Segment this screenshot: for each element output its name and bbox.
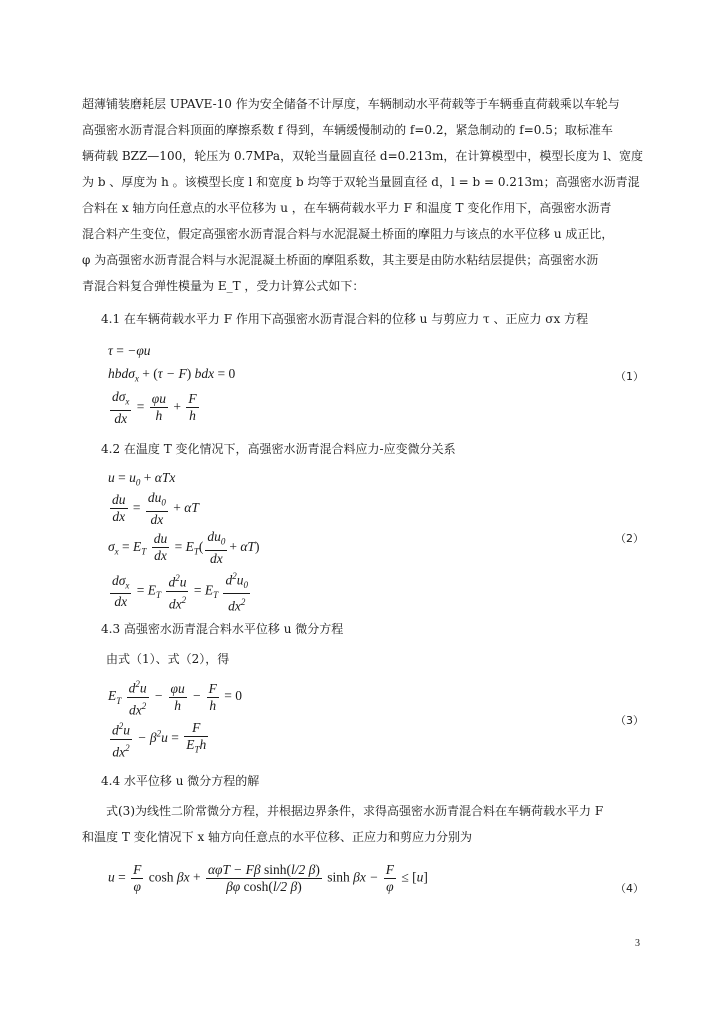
equation-number-4: （4） [615,882,644,895]
text-line: 青混合料复合弹性模量为 E_T ，受力计算公式如下： [82,279,365,293]
equation-2c: $\sigma_x = E_T$ $\frac{du}{dx}$ = $E_T$( $\frac{du_0}{dx}$ + αT) [108,529,260,566]
equation-3a: $E_T$ $\frac{d^2u}{dx^2}$ − $\frac{\varphi u}{h}$ − $\frac{F}{h}$ = 0 [108,676,242,718]
text-line: 合料在 x 轴方向任意点的水平位移为 u ，在车辆荷载水平力 F 和温度 T 变化作用下，高强密水沥青 [82,201,612,215]
equation-2b: $\frac{du}{dx}$ = $\frac{du_0}{dx}$ + αT [112,490,199,527]
equation-1c: $\frac{d\sigma_x}{dx}$ = $\frac{\varphi u}{h}$ + $\frac{F}{h}$ [112,389,197,426]
equation-1a: τ = −φu [108,343,151,358]
equation-2a: $u = u_0 + \alpha Tx$ [108,470,176,488]
equation-number-3: （3） [615,714,644,727]
text-line: φ 为高强密水沥青混合料与水泥混凝土桥面的摩阻系数，其主要是由防水粘结层提供；高强密水沥 [82,253,599,267]
section-heading-4-4: 4.4 水平位移 u 微分方程的解 [101,774,260,788]
text-line: 高强密水沥青混合料顶面的摩擦系数 f 得到，车辆缓慢制动的 f=0.2，紧急制动的 f=0.5；取标准车 [82,123,613,137]
equation-1b: hbdσ$_x$ + (τ − F) bdx = 0 [108,366,236,384]
equation-2d: $\frac{d\sigma_x}{dx}$ = $E_T$ $\frac{d^2u}{dx^2}$ = $E_T$ $\frac{d^2u_0}{dx^2}$ [108,568,252,615]
page-number: 3 [635,938,640,949]
equation-number-1: （1） [615,370,644,383]
section-heading-4-2: 4.2 在温度 T 变化情况下，高强密水沥青混合料应力-应变微分关系 [101,442,456,456]
equation-4: u = $\frac{F}{\varphi}$ cosh βx + $\frac{\text{αφT − Fβ sinh(l/2 β)}}{\text{βφ cosh(l/2 β)}}$ sinh βx − $\frac{F}{\varphi}$ ≤ [u] [108,862,428,894]
text-line: 超薄铺装磨耗层 UPAVE-10 作为安全储备不计厚度，车辆制动水平荷载等于车辆垂直荷载乘以车轮与 [82,97,620,111]
equation-number-2: （2） [615,532,644,545]
text-line: 辆荷载 BZZ—100，轮压为 0.7MPa，双轮当量圆直径 d=0.213m，在计算模型中，模型长度为 l、宽度 [82,149,644,163]
intro-paragraph [82,91,642,299]
text-line: 为 b 、厚度为 h 。该模型长度 l 和宽度 b 均等于双轮当量圆直径 d，l = b = 0.213m；高强密水沥青混 [82,175,640,189]
equation-3b: $\frac{d^2u}{dx^2}$ − $\beta^2u$ = $\frac{F}{E_Th}$ [108,718,210,760]
text-line: 混合料产生变位，假定高强密水沥青混合料与水泥混凝土桥面的摩阻力与该点的水平位移 u 成正比， [82,227,614,241]
section-heading-4-1: 4.1 在车辆荷载水平力 F 作用下高强密水沥青混合料的位移 u 与剪应力 τ 、正应力 σx 方程 [101,312,589,326]
text-line: 式(3)为线性二阶常微分方程，并根据边界条件，求得高强密水沥青混合料在车辆荷载水平力 F [106,804,604,818]
derivation-line: 由式（1）、式（2），得 [106,652,230,666]
section-heading-4-3: 4.3 高强密水沥青混合料水平位移 u 微分方程 [101,622,344,636]
text-line: 和温度 T 变化情况下 x 轴方向任意点的水平位移、正应力和剪应力分别为 [82,830,473,844]
